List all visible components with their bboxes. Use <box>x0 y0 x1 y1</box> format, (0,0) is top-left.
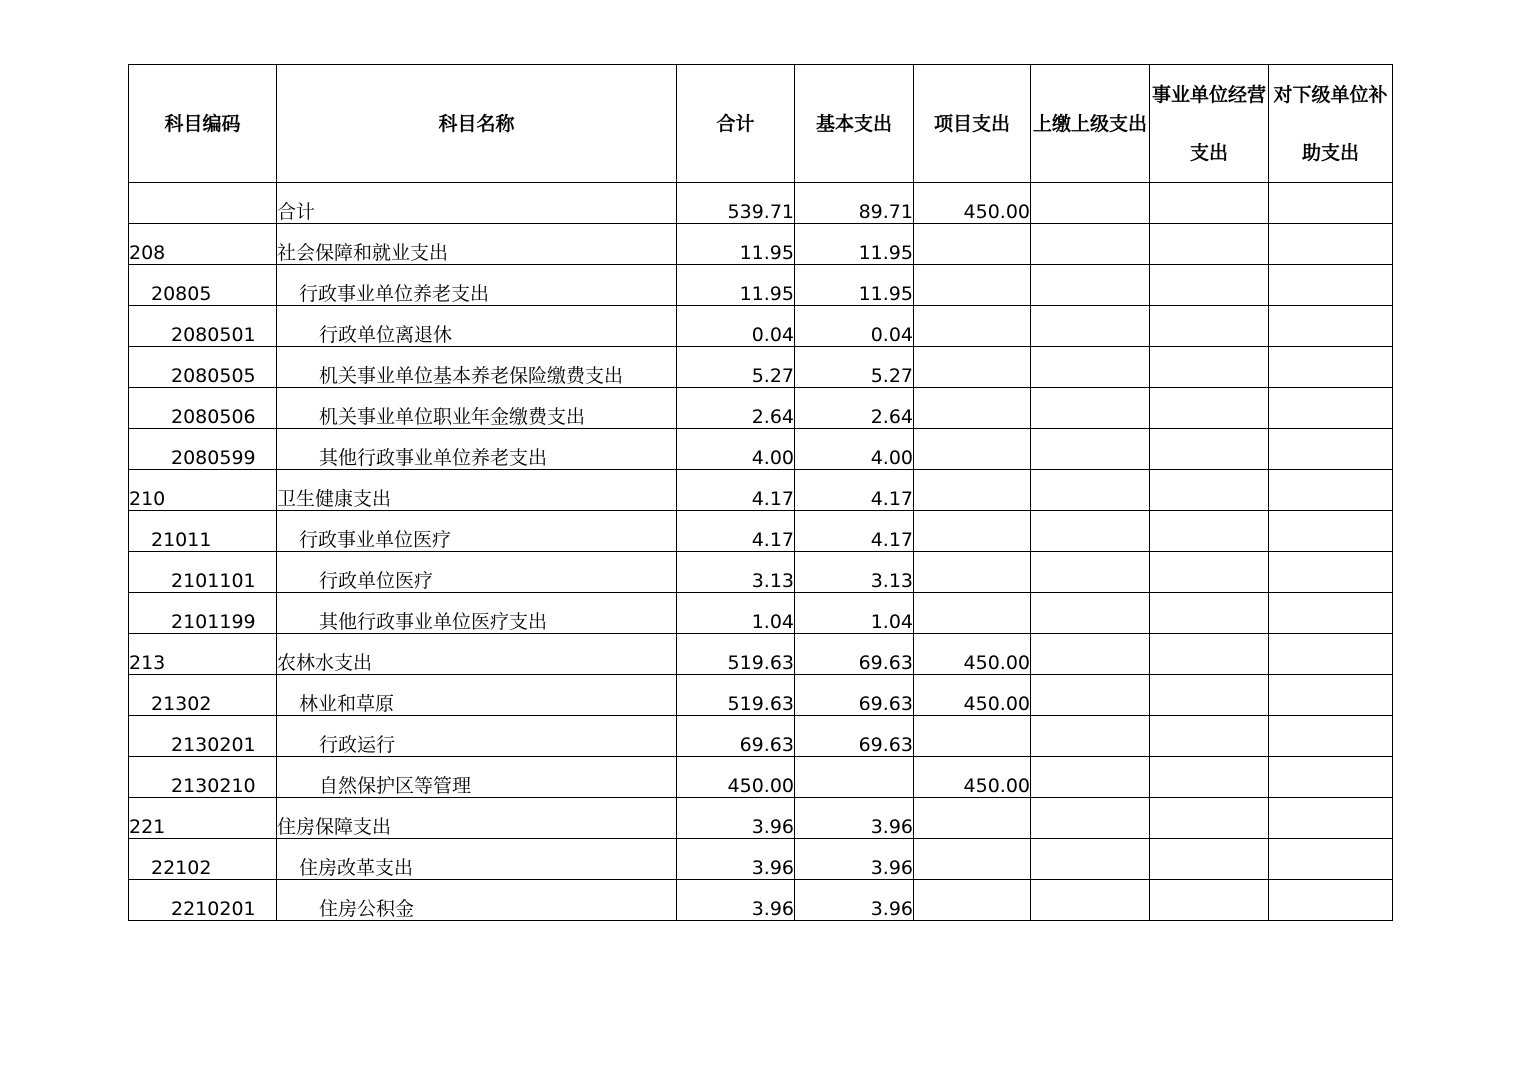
cell-project: 450.00 <box>914 634 1031 675</box>
cell-name: 住房公积金 <box>277 880 677 921</box>
cell-basic: 0.04 <box>795 306 914 347</box>
header-row <box>129 65 1393 183</box>
cell-upper <box>1031 347 1150 388</box>
cell-basic: 5.27 <box>795 347 914 388</box>
cell-total: 450.00 <box>677 757 795 798</box>
cell-code: 2130201 <box>129 716 277 757</box>
cell-basic: 89.71 <box>795 183 914 224</box>
cell-basic: 4.17 <box>795 470 914 511</box>
header-code: 科目编码 <box>129 65 277 183</box>
cell-business <box>1150 511 1269 552</box>
cell-business <box>1150 880 1269 921</box>
cell-project <box>914 429 1031 470</box>
header-upper: 上缴上级支出 <box>1031 65 1150 183</box>
cell-business <box>1150 347 1269 388</box>
cell-basic: 3.96 <box>795 839 914 880</box>
cell-project <box>914 552 1031 593</box>
header-name: 科目名称 <box>277 65 677 183</box>
cell-name: 行政单位医疗 <box>277 552 677 593</box>
cell-basic: 11.95 <box>795 224 914 265</box>
cell-name: 住房改革支出 <box>277 839 677 880</box>
cell-project <box>914 798 1031 839</box>
cell-business <box>1150 265 1269 306</box>
table-body <box>129 183 1393 921</box>
cell-subsidy <box>1269 716 1393 757</box>
header-total: 合计 <box>677 65 795 183</box>
cell-subsidy <box>1269 880 1393 921</box>
table-row <box>129 265 1393 306</box>
cell-project <box>914 593 1031 634</box>
cell-basic: 3.96 <box>795 798 914 839</box>
cell-total: 11.95 <box>677 224 795 265</box>
cell-name: 自然保护区等管理 <box>277 757 677 798</box>
cell-subsidy <box>1269 757 1393 798</box>
cell-basic: 3.96 <box>795 880 914 921</box>
table-row <box>129 511 1393 552</box>
table-row <box>129 552 1393 593</box>
cell-total: 3.96 <box>677 839 795 880</box>
cell-total: 539.71 <box>677 183 795 224</box>
cell-business <box>1150 839 1269 880</box>
cell-total: 4.17 <box>677 511 795 552</box>
cell-upper <box>1031 306 1150 347</box>
cell-name: 卫生健康支出 <box>277 470 677 511</box>
table-row <box>129 347 1393 388</box>
cell-upper <box>1031 511 1150 552</box>
cell-code: 21011 <box>129 511 277 552</box>
cell-basic: 4.17 <box>795 511 914 552</box>
cell-name: 住房保障支出 <box>277 798 677 839</box>
cell-subsidy <box>1269 675 1393 716</box>
cell-name: 林业和草原 <box>277 675 677 716</box>
cell-total: 519.63 <box>677 634 795 675</box>
cell-upper <box>1031 593 1150 634</box>
cell-upper <box>1031 388 1150 429</box>
cell-code: 2080505 <box>129 347 277 388</box>
cell-subsidy <box>1269 470 1393 511</box>
cell-total: 5.27 <box>677 347 795 388</box>
cell-total: 3.96 <box>677 880 795 921</box>
cell-subsidy <box>1269 593 1393 634</box>
cell-name: 其他行政事业单位养老支出 <box>277 429 677 470</box>
cell-upper <box>1031 470 1150 511</box>
cell-project <box>914 470 1031 511</box>
cell-subsidy <box>1269 183 1393 224</box>
cell-name: 行政运行 <box>277 716 677 757</box>
cell-business <box>1150 593 1269 634</box>
cell-project <box>914 511 1031 552</box>
cell-name: 农林水支出 <box>277 634 677 675</box>
cell-basic: 69.63 <box>795 634 914 675</box>
table-row <box>129 470 1393 511</box>
cell-upper <box>1031 183 1150 224</box>
cell-total: 519.63 <box>677 675 795 716</box>
cell-total: 69.63 <box>677 716 795 757</box>
cell-code: 208 <box>129 224 277 265</box>
cell-name: 行政单位离退休 <box>277 306 677 347</box>
cell-upper <box>1031 552 1150 593</box>
cell-total: 3.96 <box>677 798 795 839</box>
cell-name: 合计 <box>277 183 677 224</box>
cell-code: 221 <box>129 798 277 839</box>
cell-name: 机关事业单位职业年金缴费支出 <box>277 388 677 429</box>
header-basic: 基本支出 <box>795 65 914 183</box>
cell-project <box>914 388 1031 429</box>
cell-project <box>914 839 1031 880</box>
cell-code: 210 <box>129 470 277 511</box>
header-business: 事业单位经营支出 <box>1150 65 1269 183</box>
cell-business <box>1150 388 1269 429</box>
cell-code: 22102 <box>129 839 277 880</box>
cell-upper <box>1031 429 1150 470</box>
cell-upper <box>1031 634 1150 675</box>
cell-total: 0.04 <box>677 306 795 347</box>
cell-name: 社会保障和就业支出 <box>277 224 677 265</box>
cell-project <box>914 306 1031 347</box>
header-subsidy: 对下级单位补助支出 <box>1269 65 1393 183</box>
cell-code: 2101101 <box>129 552 277 593</box>
cell-project <box>914 880 1031 921</box>
cell-code: 2130210 <box>129 757 277 798</box>
cell-total: 4.00 <box>677 429 795 470</box>
cell-business <box>1150 470 1269 511</box>
cell-code: 213 <box>129 634 277 675</box>
cell-basic: 3.13 <box>795 552 914 593</box>
cell-project: 450.00 <box>914 675 1031 716</box>
table-row <box>129 716 1393 757</box>
cell-code: 2080599 <box>129 429 277 470</box>
cell-project <box>914 716 1031 757</box>
cell-basic: 11.95 <box>795 265 914 306</box>
table-row <box>129 429 1393 470</box>
cell-code: 2101199 <box>129 593 277 634</box>
cell-name: 机关事业单位基本养老保险缴费支出 <box>277 347 677 388</box>
cell-business <box>1150 634 1269 675</box>
budget-table <box>128 64 1393 921</box>
table-row <box>129 224 1393 265</box>
cell-basic: 69.63 <box>795 716 914 757</box>
cell-code: 2080506 <box>129 388 277 429</box>
cell-upper <box>1031 798 1150 839</box>
table-row <box>129 183 1393 224</box>
cell-project <box>914 224 1031 265</box>
cell-basic <box>795 757 914 798</box>
cell-upper <box>1031 265 1150 306</box>
table-row <box>129 757 1393 798</box>
table-row <box>129 839 1393 880</box>
table-row <box>129 798 1393 839</box>
cell-basic: 2.64 <box>795 388 914 429</box>
cell-subsidy <box>1269 347 1393 388</box>
cell-subsidy <box>1269 839 1393 880</box>
cell-code <box>129 183 277 224</box>
cell-business <box>1150 675 1269 716</box>
cell-subsidy <box>1269 265 1393 306</box>
table-row <box>129 593 1393 634</box>
cell-subsidy <box>1269 634 1393 675</box>
cell-subsidy <box>1269 224 1393 265</box>
cell-business <box>1150 552 1269 593</box>
table-row <box>129 388 1393 429</box>
table-row <box>129 634 1393 675</box>
table-row <box>129 675 1393 716</box>
cell-code: 2210201 <box>129 880 277 921</box>
cell-name: 行政事业单位养老支出 <box>277 265 677 306</box>
header-project: 项目支出 <box>914 65 1031 183</box>
cell-project: 450.00 <box>914 183 1031 224</box>
cell-upper <box>1031 757 1150 798</box>
cell-basic: 1.04 <box>795 593 914 634</box>
cell-upper <box>1031 839 1150 880</box>
cell-business <box>1150 306 1269 347</box>
cell-project <box>914 347 1031 388</box>
cell-upper <box>1031 880 1150 921</box>
cell-business <box>1150 798 1269 839</box>
table-row <box>129 880 1393 921</box>
cell-subsidy <box>1269 306 1393 347</box>
cell-project <box>914 265 1031 306</box>
cell-total: 11.95 <box>677 265 795 306</box>
cell-total: 4.17 <box>677 470 795 511</box>
cell-basic: 69.63 <box>795 675 914 716</box>
cell-project: 450.00 <box>914 757 1031 798</box>
cell-upper <box>1031 716 1150 757</box>
cell-upper <box>1031 224 1150 265</box>
cell-total: 3.13 <box>677 552 795 593</box>
cell-business <box>1150 183 1269 224</box>
cell-business <box>1150 429 1269 470</box>
cell-basic: 4.00 <box>795 429 914 470</box>
table-row <box>129 306 1393 347</box>
cell-subsidy <box>1269 429 1393 470</box>
cell-code: 21302 <box>129 675 277 716</box>
cell-code: 2080501 <box>129 306 277 347</box>
cell-upper <box>1031 675 1150 716</box>
cell-business <box>1150 757 1269 798</box>
cell-subsidy <box>1269 511 1393 552</box>
cell-subsidy <box>1269 798 1393 839</box>
cell-name: 行政事业单位医疗 <box>277 511 677 552</box>
cell-code: 20805 <box>129 265 277 306</box>
cell-name: 其他行政事业单位医疗支出 <box>277 593 677 634</box>
cell-subsidy <box>1269 552 1393 593</box>
cell-business <box>1150 716 1269 757</box>
cell-total: 1.04 <box>677 593 795 634</box>
cell-business <box>1150 224 1269 265</box>
cell-total: 2.64 <box>677 388 795 429</box>
cell-subsidy <box>1269 388 1393 429</box>
